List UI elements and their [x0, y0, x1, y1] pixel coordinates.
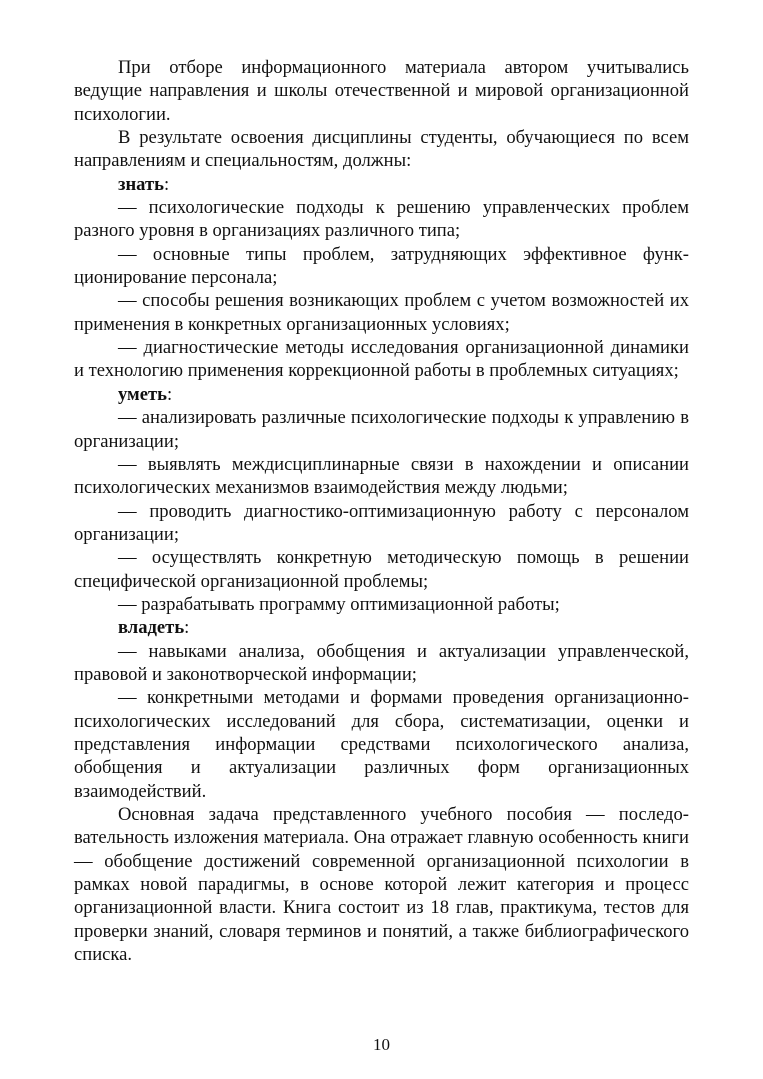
know-colon: :: [163, 173, 170, 195]
know-item: — основные типы проблем, затрудняющих эффективное функционирование персонала;: [74, 243, 689, 289]
possess-label: владеть: [118, 617, 185, 639]
know-heading: [74, 173, 689, 196]
possess-colon: :: [184, 617, 190, 639]
outcomes-intro-paragraph: В результате освоения дисциплины студенты, обучающиеся по всем направлениям и специальностям, должны:: [74, 127, 689, 172]
intro-paragraph: При отборе информационного материала автором учитывались ведущие направления и школы отечественной и мировой организационной психологии.: [74, 57, 689, 125]
possess-heading: [74, 616, 689, 639]
able-heading: [74, 383, 689, 406]
know-item: — диагностические методы исследования организационной динамики и технологию применения коррекционной работы в проблемных ситуациях;: [74, 337, 689, 382]
possess-item: — навыками анализа, обобщения и актуализации управленческой, правовой и законотворческой информации;: [74, 640, 689, 685]
know-item: — способы решения возникающих проблем с учетом возможностей их применения в конкретных организационных условиях;: [74, 290, 689, 335]
able-item: — проводить диагностико-оптимизационную работу с персоналом организации;: [74, 500, 689, 545]
know-item: — психологические подходы к решению управленческих проблем разного уровня в организациях различного типа;: [74, 197, 689, 242]
document-page: [74, 56, 689, 966]
able-item: — выявлять междисциплинарные связи в нахождении и описании психологических механизмов взаимодействия между людьми;: [74, 453, 689, 499]
able-item: — осуществлять конкретную методическую помощь в решении специфической организационной проблемы;: [74, 547, 689, 592]
able-colon: :: [166, 383, 173, 405]
able-item: — разрабатывать программу оптимизационной работы;: [118, 593, 560, 615]
able-label: уметь: [118, 383, 167, 405]
page-number: 10: [373, 1035, 390, 1054]
able-item: — анализировать различные психологические подходы к управлению в организации;: [74, 407, 689, 452]
know-label: знать: [118, 173, 164, 195]
closing-paragraph: Основная задача представленного учебного пособия — последовательность изложения материала. Она отражает главную особенность книги — обобщение достижений современной организационной психологии в рамках новой парадигмы, в основе которой лежит категория и процесс организационной власти. Книга состоит из 18 глав, практикума, тестов для проверки знаний, словаря терминов и понятий, а также библиографического списка.: [74, 804, 689, 966]
possess-item: — конкретными методами и формами проведения организационно-психологических исследований для сбора, систематизации, оценки и представления информации средствами психологического анализа, обобщения и актуализации различных форм организационных взаимодействий.: [74, 687, 689, 802]
